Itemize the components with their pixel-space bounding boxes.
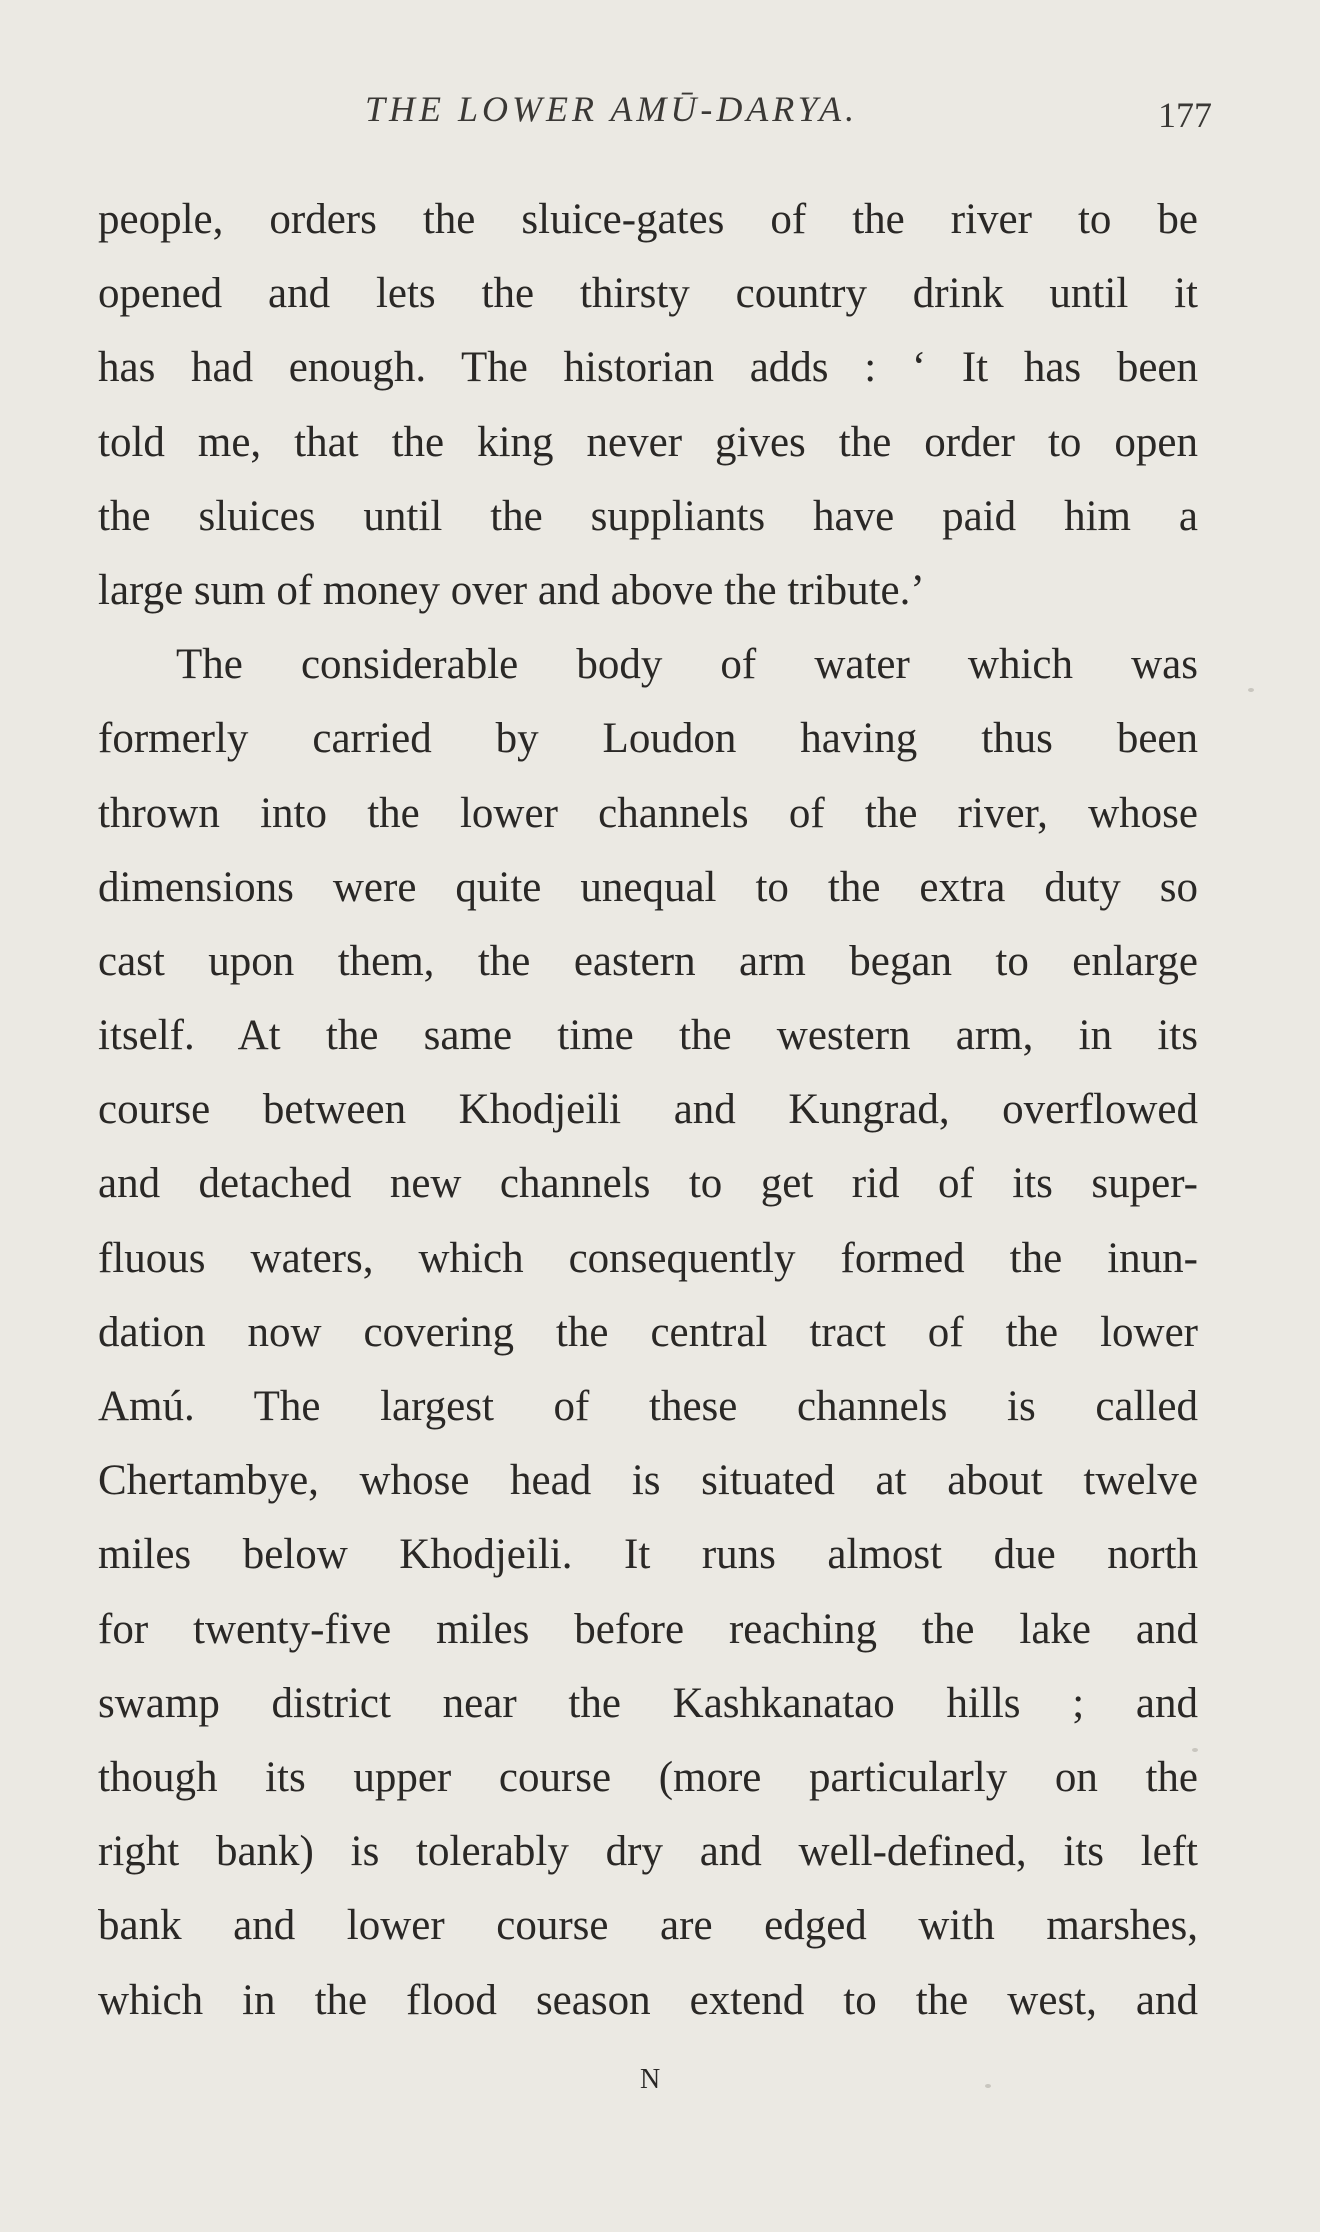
text-line: for twenty-five miles before reaching the lake and [98, 1605, 1198, 1653]
paper-speck [1248, 688, 1254, 692]
text-line: formerly carried by Loudon having thus been [98, 715, 1198, 763]
text-line: bank and lower course are edged with marshes, [98, 1902, 1198, 1950]
paper-speck [1192, 1748, 1198, 1752]
text-line: opened and lets the thirsty country drink until it [98, 270, 1198, 318]
page-number: 177 [1158, 95, 1212, 135]
text-line: though its upper course (more particularly on the [98, 1753, 1198, 1801]
text-line: which in the flood season extend to the west, and [98, 1976, 1198, 2024]
text-line: dimensions were quite unequal to the extra duty so [98, 863, 1198, 911]
running-title: THE LOWER AMŪ-DARYA. [365, 89, 859, 129]
text-line: course between Khodjeili and Kungrad, overflowed [98, 1086, 1198, 1134]
text-line: fluous waters, which consequently formed the inun- [98, 1234, 1198, 1282]
signature-mark: N [640, 2064, 662, 2095]
text-line: thrown into the lower channels of the river, whose [98, 789, 1198, 837]
text-line: right bank) is tolerably dry and well-defined, its left [98, 1828, 1198, 1876]
text-line: and detached new channels to get rid of its super- [98, 1160, 1198, 1208]
text-line: itself. At the same time the western arm, in its [98, 1012, 1198, 1060]
text-line: has had enough. The historian adds : ‘ It has been [98, 344, 1198, 392]
text-line: miles below Khodjeili. It runs almost due north [98, 1531, 1198, 1579]
text-line: Chertambye, whose head is situated at about twelve [98, 1457, 1198, 1505]
text-line: large sum of money over and above the tribute.’ [98, 566, 925, 614]
running-head [0, 88, 1320, 148]
text-line: told me, that the king never gives the order to open [98, 418, 1198, 466]
paper-speck [985, 2084, 991, 2088]
text-line: swamp district near the Kashkanatao hills ; and [98, 1679, 1198, 1727]
text-line: cast upon them, the eastern arm began to enlarge [98, 937, 1198, 985]
text-line: Amú. The largest of these channels is called [98, 1383, 1198, 1430]
text-line: the sluices until the suppliants have paid him a [98, 492, 1198, 540]
body-text [98, 183, 1198, 2038]
text-line: people, orders the sluice-gates of the river to be [98, 196, 1198, 243]
text-line: dation now covering the central tract of the lower [98, 1308, 1198, 1356]
paragraph-start-line: The considerable body of water which was [176, 641, 1198, 689]
